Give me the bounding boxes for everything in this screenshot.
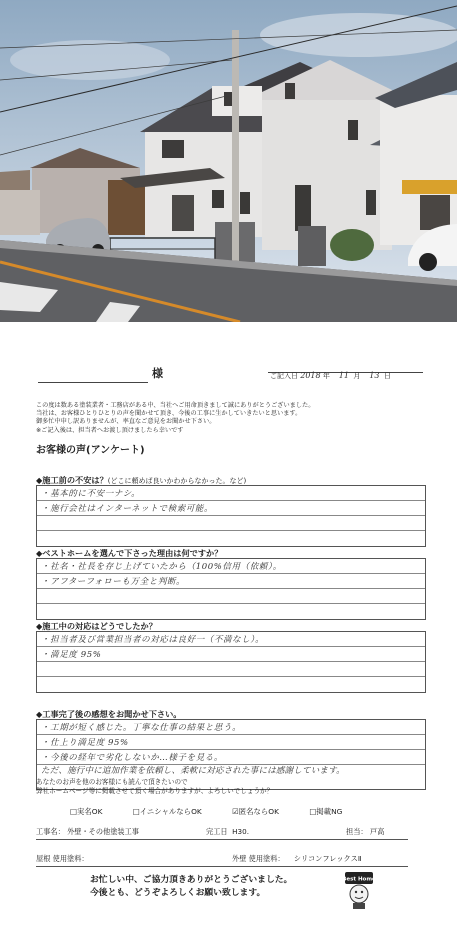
- answer-row: [37, 501, 425, 516]
- house-photo-illustration: [0, 0, 457, 322]
- intro-line: ※ご記入後は、担当者へお渡し頂けましたら幸いです: [36, 426, 184, 434]
- question-label: ◆ベストホームを選んで下さった理由は何ですか？: [36, 548, 223, 558]
- best-home-logo-icon: [342, 870, 376, 910]
- answer-text: ・満足度 95%: [41, 650, 102, 660]
- answer-row: [37, 677, 425, 692]
- consent-text: [36, 778, 436, 795]
- consent-line: あなたのお声を他のお客様にも読んで頂きたいので: [36, 778, 188, 786]
- logo-text: Best Home: [342, 876, 376, 883]
- question-note: (どこに頼めば良いかわからなかった。など): [107, 477, 247, 485]
- closing-message: [90, 874, 292, 900]
- voice-title: お客様の声(アンケート): [36, 445, 145, 456]
- customer-name-line: [38, 372, 148, 383]
- option-real-name[interactable]: □実名OK: [70, 807, 103, 816]
- closing-line: お忙しい中、ご協力頂きありがとうございました。: [90, 875, 293, 885]
- honorific: 様: [152, 367, 163, 380]
- date-day-unit: 日: [383, 372, 391, 380]
- answer-row: [37, 632, 425, 647]
- answer-box-2: [36, 558, 426, 620]
- question-label: ◆施工中の対応はどうでしたか？: [36, 621, 157, 631]
- wall-paint-label: 外壁 使用塗料：: [232, 854, 285, 863]
- answer-box-3: [36, 631, 426, 693]
- option-anonymous[interactable]: ☑匿名ならOK: [232, 807, 279, 816]
- answer-row: [37, 559, 425, 574]
- intro-line: 御多忙中申し訳ありませんが、率直なご意見をお聞かせ下さい。: [36, 418, 216, 426]
- intro-line: この度は数ある塗装業者・工務店がある中、当社へご用命頂きまして誠にありがとうございました。: [36, 402, 315, 409]
- date-day-value: 13: [369, 371, 380, 380]
- completion-date: [206, 827, 249, 837]
- option-initials[interactable]: □イニシャルならOK: [132, 807, 202, 816]
- staff-label: 担当：: [346, 827, 368, 836]
- roof-paint-label: 屋根 使用塗料：: [36, 854, 89, 863]
- answer-row: [37, 750, 425, 765]
- date-year-unit: 年: [322, 372, 330, 380]
- question-label: ◆施工前の不安は？: [36, 475, 108, 485]
- answer-text: ・基本的に不安一ナシ。: [41, 489, 141, 499]
- date-month-value: 11: [338, 371, 349, 380]
- answer-row: [37, 662, 425, 677]
- answer-text: ・アフターフォローも万全と判断。: [41, 577, 186, 587]
- answer-text: ・社名・社長を存じ上げていたから（100%信用（依頼）。: [41, 562, 282, 572]
- date-month-unit: 月: [353, 372, 361, 380]
- answer-row: [37, 604, 425, 619]
- completion-label: 完工日: [206, 827, 228, 836]
- work-name-label: 工事名：: [36, 827, 65, 836]
- work-info-line: [36, 827, 408, 840]
- completion-value: H30.: [232, 827, 249, 836]
- answer-row: [37, 589, 425, 604]
- answer-box-1: [36, 485, 426, 547]
- answer-row: [37, 647, 425, 662]
- question-label: ◆工事完了後の感想をお聞かせ下さい。: [36, 709, 182, 719]
- option-no-publish[interactable]: □掲載NG: [309, 807, 343, 816]
- paint-info-line: [36, 854, 408, 867]
- survey-sheet: [0, 322, 457, 934]
- date-entry: [270, 371, 391, 381]
- answer-text: ・担当者及び営業担当者の対応は良好一（不満なし）。: [41, 635, 265, 645]
- work-name-value: 外壁・その他塗装工事: [67, 827, 139, 836]
- answer-row: [37, 720, 425, 735]
- date-year-value: 2018: [300, 371, 321, 380]
- closing-line: 今後とも、どうぞよろしくお願い致します。: [90, 888, 266, 898]
- consent-line: 弊社ホームページ等に掲載させて頂く場合がありますが、よろしいでしょうか？: [36, 786, 274, 795]
- consent-options: [70, 806, 370, 817]
- answer-text: ・仕上り満足度 95%: [41, 738, 129, 748]
- logo-mark: [342, 870, 376, 910]
- answer-text: ただ、施行中に追加作業を依頼し、柔軟に対応された事には感謝しています。: [41, 766, 345, 776]
- answer-row: [37, 486, 425, 501]
- answer-row: [37, 516, 425, 531]
- answer-row: [37, 574, 425, 589]
- wall-paint: [232, 854, 361, 864]
- answer-row: [37, 735, 425, 750]
- answer-text: ・施行会社はインターネットで検索可能。: [41, 504, 214, 514]
- house-photo: [0, 0, 457, 322]
- answer-row: [37, 531, 425, 546]
- date-label: ご記入日: [270, 372, 298, 380]
- intro-line: 当社は、お客様ひとりひとりの声を聞かせて頂き、今後の工事に生かしていきたいと思います。: [36, 410, 302, 418]
- staff-value: 戸高: [369, 827, 385, 836]
- answer-text: ・今後の経年で劣化しないか…様子を見る。: [41, 753, 224, 763]
- wall-paint-value: シリコンフレックスⅡ: [293, 854, 362, 863]
- staff: [346, 827, 384, 837]
- answer-text: ・工期が短く感じた。丁寧な仕事の結果と思う。: [41, 723, 242, 733]
- intro-text: [36, 402, 436, 435]
